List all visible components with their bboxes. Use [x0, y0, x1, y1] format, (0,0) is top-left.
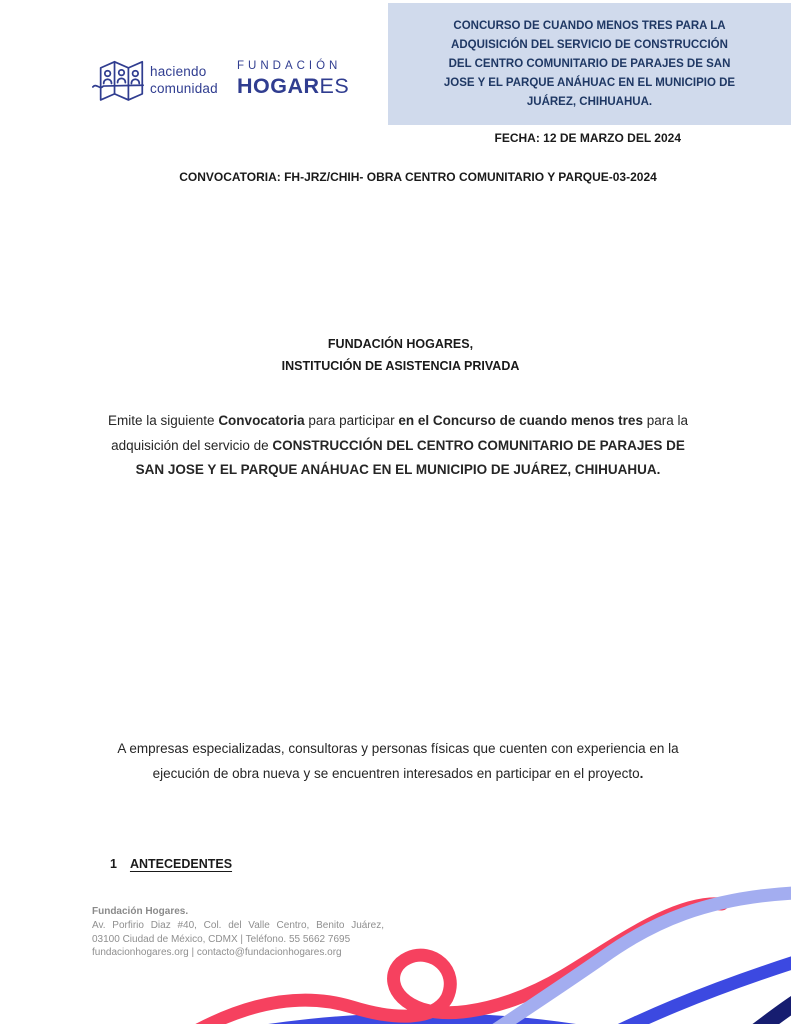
- title-box-line: DEL CENTRO COMUNITARIO DE PARAJES DE SAN: [448, 57, 731, 70]
- footer-address-line2: 03100 Ciudad de México, CDMX | Teléfono. 55 5662 7695: [92, 933, 351, 945]
- section-heading-antecedentes: [110, 857, 232, 871]
- footer-block: [92, 905, 384, 960]
- title-box-line: CONCURSO DE CUANDO MENOS TRES PARA LA: [453, 19, 726, 32]
- date-line: FECHA: 12 DE MARZO DEL 2024: [494, 131, 681, 145]
- wordmark-fundacion: FUNDACIÓN: [237, 60, 342, 72]
- ribbon-periwinkle: [450, 893, 791, 1024]
- wordmark-hogares: [237, 74, 349, 99]
- section-title: ANTECEDENTES: [129, 857, 233, 871]
- concurso-title-box: [388, 3, 791, 125]
- wordmark-es-light: ES: [319, 74, 350, 98]
- title-box-line: JOSE Y EL PARQUE ANÁHUAC EN EL MUNICIPIO DE: [443, 76, 736, 89]
- ribbon-bottom-arc: [198, 1020, 665, 1024]
- ribbon-navy: [708, 1001, 791, 1024]
- title-box-line: ADQUISICIÓN DEL SERVICIO DE CONSTRUCCIÓN: [451, 38, 728, 51]
- audience-paragraph: A empresas especializadas, consultoras y personas físicas que cuenten con experiencia en la ejecución de obra nueva y se encuentren interesados en participar en el proyecto.: [117, 741, 679, 781]
- fundacion-hogares-wordmark: [237, 60, 349, 99]
- convocatoria-line: CONVOCATORIA: FH-JRZ/CHIH- OBRA CENTRO COMUNITARIO Y PARQUE-03-2024: [179, 170, 657, 184]
- wordmark-hogar-bold: HOGAR: [237, 74, 320, 98]
- tagline-line2: comunidad: [150, 80, 218, 96]
- logo-tagline: [150, 64, 218, 97]
- section-number: 1: [110, 857, 117, 871]
- org-title-line2: INSTITUCIÓN DE ASISTENCIA PRIVADA: [281, 359, 520, 373]
- title-box-line: JUÁREZ, CHIHUAHUA.: [526, 95, 653, 108]
- org-title: [100, 333, 701, 377]
- folded-map-people-icon: [92, 54, 144, 106]
- ribbon-blue: [556, 961, 791, 1024]
- org-title-line1: FUNDACIÓN HOGARES,: [327, 337, 474, 351]
- tagline-line1: haciendo: [150, 64, 207, 79]
- footer-address-line1: Av. Porfirio Diaz #40, Col. del Valle Centro, Benito Juárez,: [92, 919, 384, 931]
- intro-paragraph: Emite la siguiente Convocatoria para participar en el Concurso de cuando menos tres para la adquisición del servicio de CONSTRUCCIÓN DEL CENTRO COMUNITARIO DE PARAJES DE SAN JOSE Y EL PARQUE ANÁHUAC EN EL MUNICIPIO DE JUÁREZ, CHIHUAHUA.: [108, 413, 688, 477]
- footer-org-name: Fundación Hogares.: [92, 906, 189, 917]
- footer-contact-line: fundacionhogares.org | contacto@fundacionhogares.org: [92, 947, 342, 959]
